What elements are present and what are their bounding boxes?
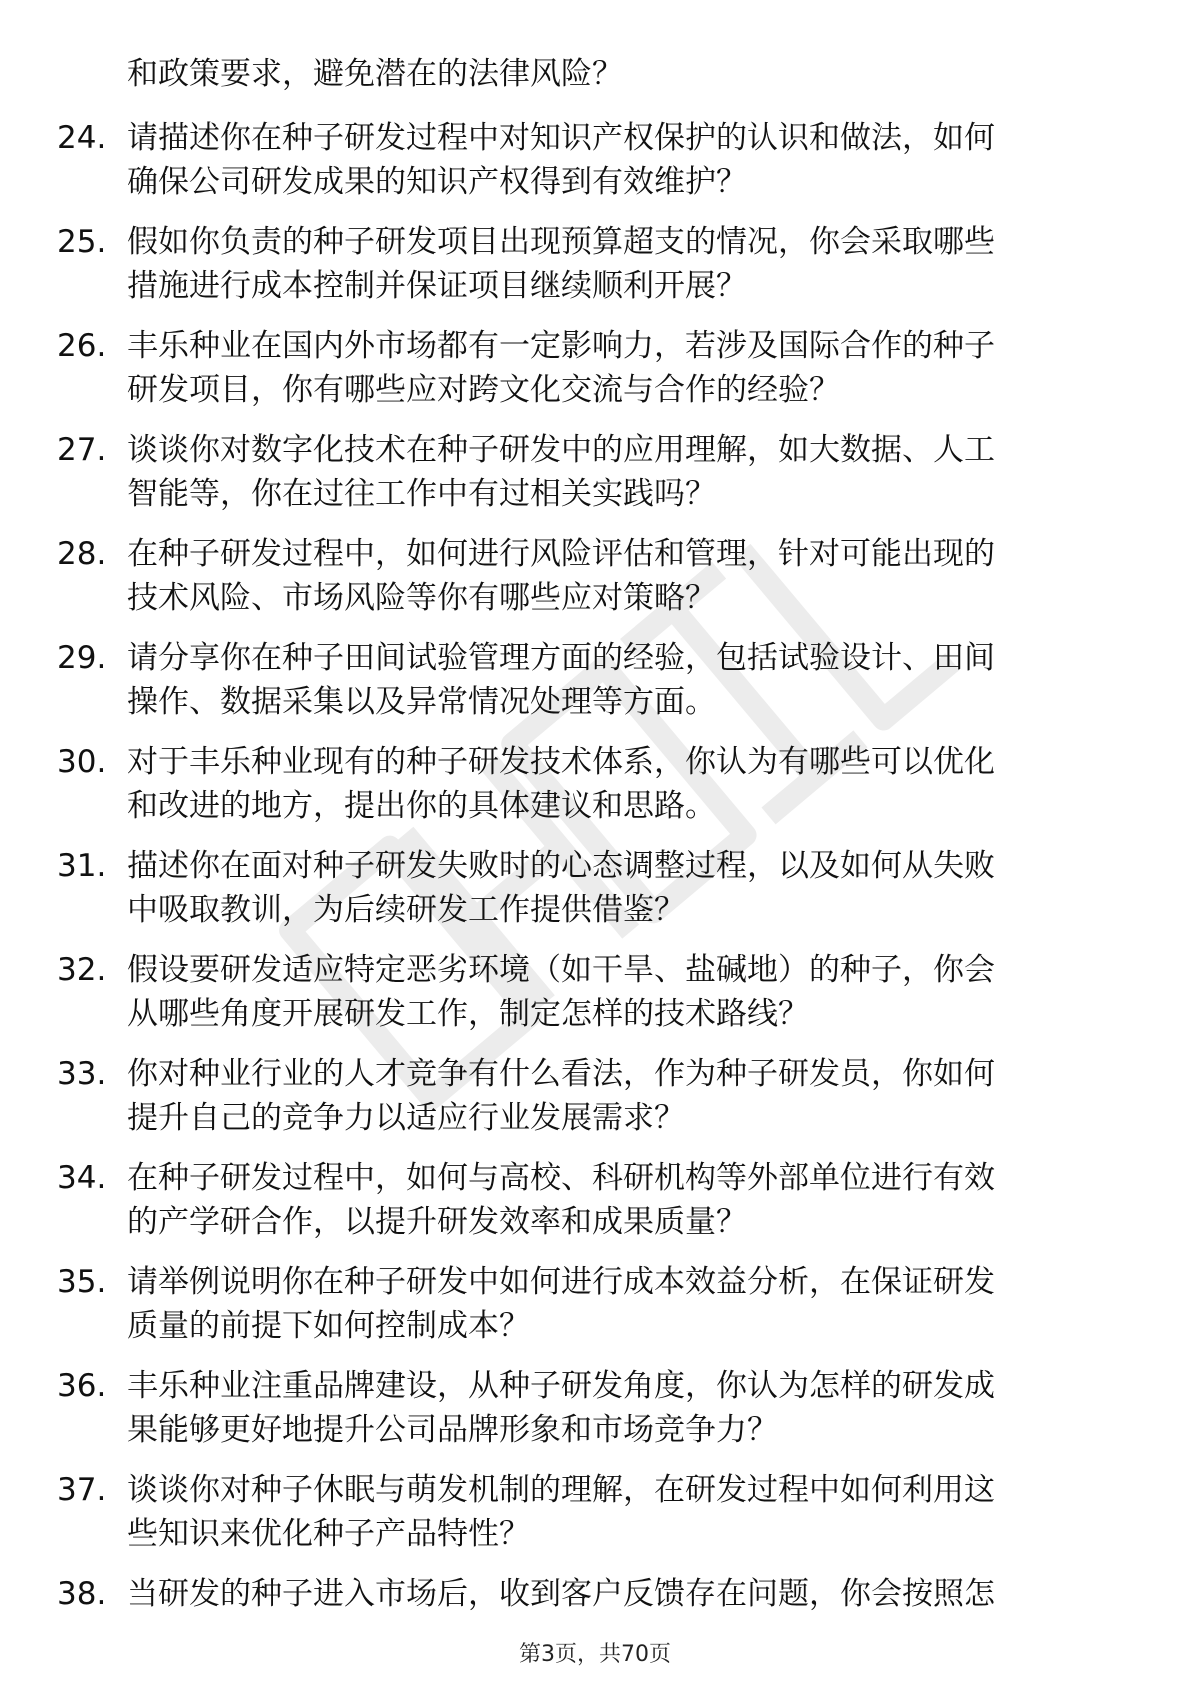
- question-text: [127, 1468, 1127, 1556]
- question-text: [127, 740, 1127, 828]
- question-text-line: 请分享你在种子田间试验管理方面的经验，包括试验设计、田间: [127, 640, 995, 676]
- list-item: [0, 1156, 1190, 1260]
- question-text-line: 确保公司研发成果的知识产权得到有效维护？: [127, 164, 747, 200]
- question-text-line: 的产学研合作，以提升研发效率和成果质量？: [127, 1204, 747, 1240]
- question-number: 37.: [57, 1472, 107, 1508]
- list-item: [0, 1468, 1190, 1572]
- question-text-line: 提升自己的竞争力以适应行业发展需求？: [127, 1100, 685, 1136]
- question-text-line: 假设要研发适应特定恶劣环境（如干旱、盐碱地）的种子，你会: [127, 952, 995, 988]
- question-number: 24.: [57, 120, 107, 156]
- question-text-line: 和改进的地方，提出你的具体建议和思路。: [127, 788, 716, 824]
- question-text-line: 些知识来优化种子产品特性？: [127, 1516, 530, 1552]
- question-text: [127, 1156, 1127, 1244]
- question-text: [127, 116, 1127, 204]
- question-text-line: 当研发的种子进入市场后，收到客户反馈存在问题，你会按照怎: [127, 1576, 995, 1612]
- question-list: [0, 116, 1190, 1676]
- question-number: 32.: [57, 952, 107, 988]
- question-text: [127, 1572, 1127, 1616]
- question-text: [127, 1364, 1127, 1452]
- question-text: [127, 948, 1127, 1036]
- list-item: [0, 428, 1190, 532]
- question-text-line: 谈谈你对数字化技术在种子研发中的应用理解，如大数据、人工: [127, 432, 995, 468]
- question-number: 29.: [57, 640, 107, 676]
- question-text-line: 果能够更好地提升公司品牌形象和市场竞争力？: [127, 1412, 778, 1448]
- question-text-line: 中吸取教训，为后续研发工作提供借鉴？: [127, 892, 685, 928]
- question-text: [127, 324, 1127, 412]
- question-number: 27.: [57, 432, 107, 468]
- question-number: 26.: [57, 328, 107, 364]
- list-item: [0, 220, 1190, 324]
- question-text: [127, 220, 1127, 308]
- question-text-line: 操作、数据采集以及异常情况处理等方面。: [127, 684, 716, 720]
- list-item: [0, 1260, 1190, 1364]
- list-item: [0, 1364, 1190, 1468]
- question-number: 30.: [57, 744, 107, 780]
- question-text-line: 智能等，你在过往工作中有过相关实践吗？: [127, 476, 716, 512]
- question-number: 33.: [57, 1056, 107, 1092]
- question-text-line: 研发项目，你有哪些应对跨文化交流与合作的经验？: [127, 372, 840, 408]
- continued-question-text: 和政策要求，避免潜在的法律风险？: [127, 56, 623, 92]
- question-text-line: 在种子研发过程中，如何进行风险评估和管理，针对可能出现的: [127, 536, 995, 572]
- question-text-line: 谈谈你对种子休眠与萌发机制的理解，在研发过程中如何利用这: [127, 1472, 995, 1508]
- question-text-line: 技术风险、市场风险等你有哪些应对策略？: [127, 580, 716, 616]
- question-text: [127, 1260, 1127, 1348]
- question-text-line: 措施进行成本控制并保证项目继续顺利开展？: [127, 268, 747, 304]
- question-text-line: 质量的前提下如何控制成本？: [127, 1308, 530, 1344]
- list-item: [0, 740, 1190, 844]
- list-item: [0, 116, 1190, 220]
- question-number: 36.: [57, 1368, 107, 1404]
- list-item: [0, 948, 1190, 1052]
- question-text-line: 你对种业行业的人才竞争有什么看法，作为种子研发员，你如何: [127, 1056, 995, 1092]
- question-number: 25.: [57, 224, 107, 260]
- question-text-line: 丰乐种业在国内外市场都有一定影响力，若涉及国际合作的种子: [127, 328, 995, 364]
- question-number: 35.: [57, 1264, 107, 1300]
- list-item: [0, 1052, 1190, 1156]
- question-text: [127, 532, 1127, 620]
- question-number: 31.: [57, 848, 107, 884]
- page-footer: 第3页，共70页: [519, 1642, 671, 1667]
- list-item: [0, 844, 1190, 948]
- question-text: [127, 636, 1127, 724]
- question-text-line: 在种子研发过程中，如何与高校、科研机构等外部单位进行有效: [127, 1160, 995, 1196]
- list-item: [0, 636, 1190, 740]
- list-item: [0, 324, 1190, 428]
- question-text: [127, 844, 1127, 932]
- question-text-line: 从哪些角度开展研发工作，制定怎样的技术路线？: [127, 996, 809, 1032]
- question-number: 38.: [57, 1576, 107, 1612]
- question-number: 34.: [57, 1160, 107, 1196]
- question-text: [127, 428, 1127, 516]
- question-text-line: 请描述你在种子研发过程中对知识产权保护的认识和做法，如何: [127, 120, 995, 156]
- question-text-line: 请举例说明你在种子研发中如何进行成本效益分析，在保证研发: [127, 1264, 995, 1300]
- list-item: [0, 532, 1190, 636]
- question-text-line: 对于丰乐种业现有的种子研发技术体系，你认为有哪些可以优化: [127, 744, 995, 780]
- question-text-line: 假如你负责的种子研发项目出现预算超支的情况，你会采取哪些: [127, 224, 995, 260]
- question-text-line: 描述你在面对种子研发失败时的心态调整过程，以及如何从失败: [127, 848, 995, 884]
- question-number: 28.: [57, 536, 107, 572]
- question-text: [127, 1052, 1127, 1140]
- question-text-line: 丰乐种业注重品牌建设，从种子研发角度，你认为怎样的研发成: [127, 1368, 995, 1404]
